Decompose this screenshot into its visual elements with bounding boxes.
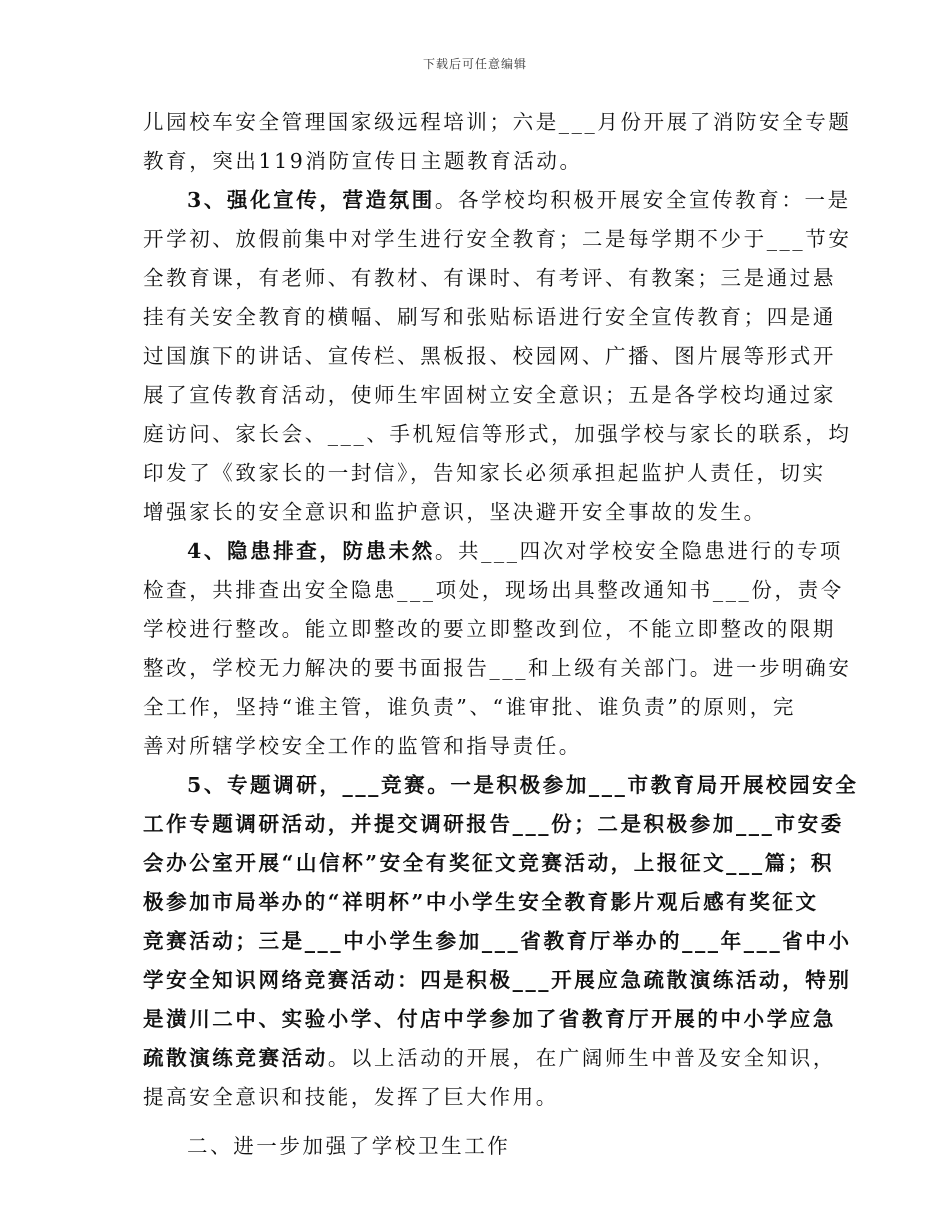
body-line-9: 庭访问、家长会、___、手机短信等形式，加强学校与家长的联系，均	[143, 422, 852, 446]
body-line-22: 竞赛活动；三是___中小学生参加___省教育厅举办的___年___省中小	[143, 929, 852, 953]
body-line-19: 工作专题调研活动，并提交调研报告___份；二是积极参加___市安委	[143, 812, 844, 836]
body-line-23: 学安全知识网络竞赛活动：四是积极___开展应急疏散演练活动，特别	[143, 968, 852, 992]
page-header-note: 下载后可任意编辑	[422, 57, 527, 71]
body-line-17: 善对所辖学校安全工作的监管和指导责任。	[143, 734, 582, 758]
body-line-4: 开学初、放假前集中对学生进行安全教育；二是每学期不少于___节安	[143, 227, 852, 251]
body-line-20: 会办公室开展“山信杯”安全有奖征文竞赛活动，上报征文___篇；积	[143, 851, 835, 875]
body-line-10: 印发了《致家长的一封信》，告知家长必须承担起监护人责任，切实	[143, 461, 826, 485]
body-line-15: 整改，学校无力解决的要书面报告___和上级有关部门。进一步明确安	[143, 656, 852, 680]
body-line-3: 3、强化宣传，营造氛围。各学校均积极开展安全宣传教育：一是	[187, 188, 851, 212]
body-line-7: 过国旗下的讲话、宣传栏、黑板报、校园网、广播、图片展等形式开	[143, 344, 836, 368]
document-body	[143, 103, 859, 1166]
body-line-1: 儿园校车安全管理国家级远程培训；六是___月份开展了消防安全专题	[143, 110, 852, 134]
body-line-25: 疏散演练竞赛活动。以上活动的开展，在广阔师生中普及安全知识，	[143, 1046, 837, 1070]
body-line-21: 极参加市局举办的“祥明杯”中小学生安全教育影片观后感有奖征文	[143, 890, 819, 914]
section-heading: 二、进一步加强了学校卫生工作	[187, 1134, 511, 1158]
body-line-16: 全工作，坚持“谁主管，谁负责”、“谁审批、谁负责”的原则，完	[143, 695, 796, 719]
body-line-2: 教育，突出119消防宣传日主题教育活动。	[143, 149, 583, 173]
body-line-6: 挂有关安全教育的横幅、刷写和张贴标语进行安全宣传教育；四是通	[143, 305, 836, 329]
body-line-11: 增强家长的安全意识和监护意识，坚决避开安全事故的发生。	[143, 500, 767, 524]
body-line-12: 4、隐患排查，防患未然。共___四次对学校安全隐患进行的专项	[187, 539, 844, 563]
body-line-14: 学校进行整改。能立即整改的要立即整改到位，不能立即整改的限期	[143, 617, 836, 641]
body-line-5: 全教育课，有老师、有教材、有课时、有考评、有教案；三是通过悬	[143, 266, 836, 290]
body-line-13: 检查，共排查出安全隐患___项处，现场出具整改通知书___份，责令	[143, 578, 844, 602]
body-line-8: 展了宣传教育活动，使师生牢固树立安全意识；五是各学校均通过家	[143, 383, 836, 407]
body-line-24: 是潢川二中、实验小学、付店中学参加了省教育厅开展的中小学应急	[143, 1007, 836, 1031]
body-line-18: 5、专题调研，___竞赛。一是积极参加___市教育局开展校园安全	[187, 773, 859, 797]
body-line-26: 提高安全意识和技能，发挥了巨大作用。	[143, 1085, 559, 1109]
